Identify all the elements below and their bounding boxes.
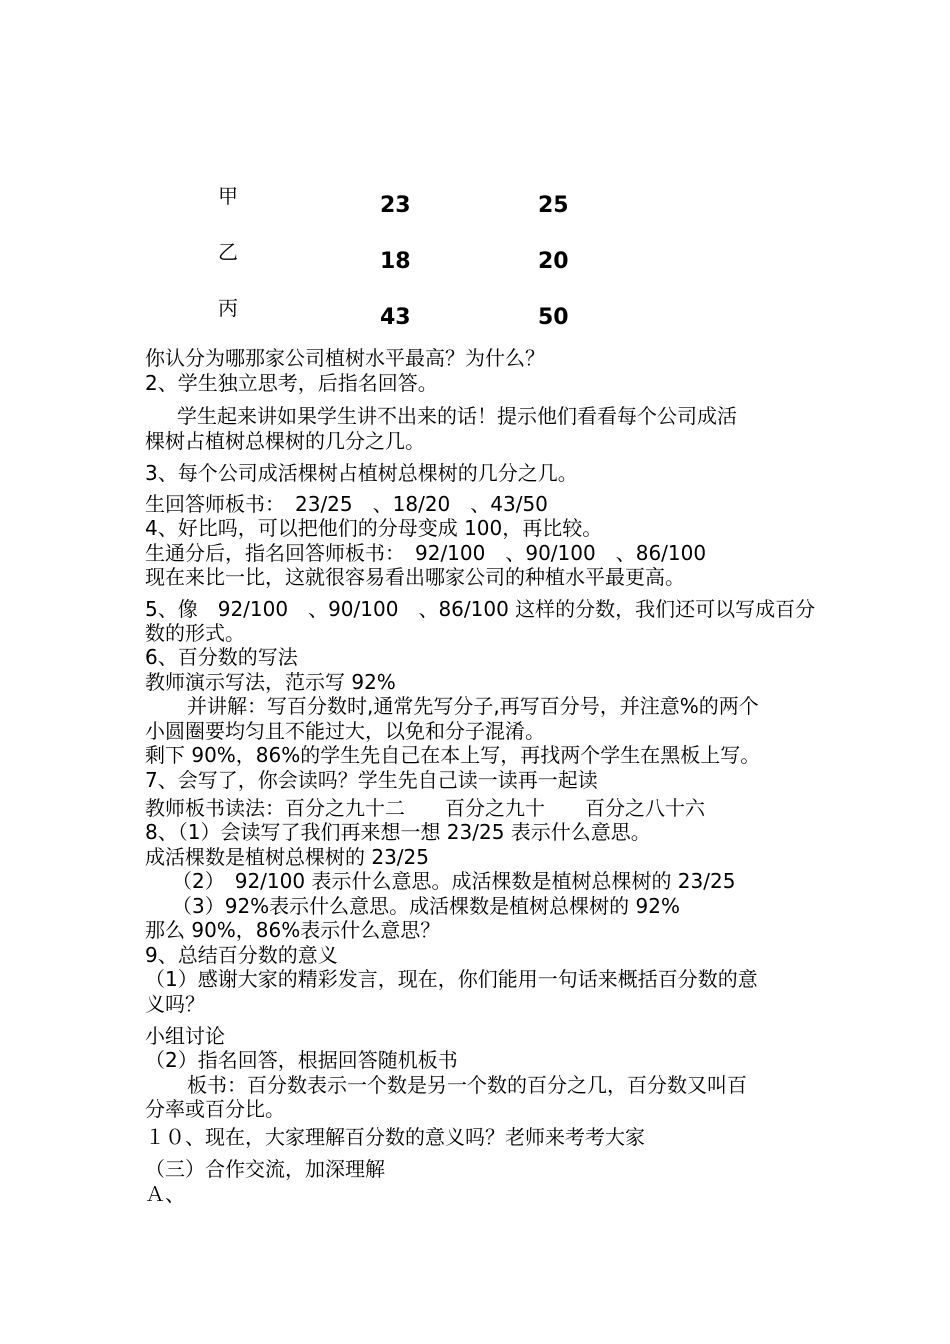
text-line: 7、会写了，你会读吗？学生先自己读一读再一起读	[145, 768, 598, 792]
text-line: 义吗？	[145, 992, 205, 1016]
text-line: 6、百分数的写法	[145, 645, 298, 669]
text-line: 那么 90%，86%表示什么意思？	[145, 918, 441, 942]
text-line: （三）合作交流，加深理解	[145, 1157, 385, 1181]
text-line: （3）92%表示什么意思。成活棵数是植树总棵树的 92%	[172, 894, 680, 918]
text-line: 9、总结百分数的意义	[145, 943, 338, 967]
text-line: 生通分后，指名回答师板书： 92/100 、90/100 、86/100	[145, 541, 707, 565]
text-line: 分率或百分比。	[145, 1097, 285, 1121]
text-line: 棵树占植树总棵树的几分之几。	[145, 429, 425, 453]
row-value-b: 20	[538, 249, 569, 274]
row-label-yi: 乙	[218, 240, 238, 264]
text-line: 2、学生独立思考，后指名回答。	[145, 371, 438, 395]
text-line: 教师演示写法，范示写 92%	[145, 670, 396, 694]
row-label-bing: 丙	[218, 296, 238, 320]
text-line: 3、每个公司成活棵树占植树总棵树的几分之几。	[145, 461, 578, 485]
text-line: 你认分为哪那家公司植树水平最高？为什么？	[145, 346, 545, 370]
text-line: （1）感谢大家的精彩发言，现在，你们能用一句话来概括百分数的意	[145, 967, 758, 991]
row-value-a: 18	[380, 249, 411, 274]
text-line: 小组讨论	[145, 1024, 225, 1048]
row-value-b: 25	[538, 193, 569, 218]
row-value-a: 43	[380, 305, 411, 330]
text-line: 并讲解：写百分数时,通常先写分子,再写百分号，并注意%的两个	[187, 694, 759, 718]
text-line: （2） 92/100 表示什么意思。成活棵数是植树总棵树的 23/25	[172, 869, 736, 893]
row-value-b: 50	[538, 305, 569, 330]
text-line: 5、像 92/100 、90/100 、86/100 这样的分数，我们还可以写成百分	[145, 597, 816, 621]
text-line: 数的形式。	[145, 621, 245, 645]
text-line: 生回答师板书： 23/25 、18/20 、43/50	[145, 492, 548, 516]
text-line: 板书：百分数表示一个数是另一个数的百分之几，百分数又叫百	[187, 1073, 747, 1097]
text-line: （2）指名回答，根据回答随机板书	[145, 1048, 458, 1072]
text-line: 剩下 90%，86%的学生先自己在本上写，再找两个学生在黑板上写。	[145, 743, 761, 767]
text-line: 教师板书读法：百分之九十二 百分之九十 百分之八十六	[145, 796, 705, 820]
text-line: 现在来比一比，这就很容易看出哪家公司的种植水平最更高。	[145, 565, 685, 589]
row-value-a: 23	[380, 193, 411, 218]
text-line: 成活棵数是植树总棵树的 23/25	[145, 845, 429, 869]
text-line: １０、现在，大家理解百分数的意义吗？老师来考考大家	[145, 1125, 645, 1149]
text-line: Ａ、	[145, 1182, 185, 1206]
text-line: 小圆圈要均匀且不能过大，以免和分子混淆。	[145, 719, 545, 743]
text-line: 学生起来讲如果学生讲不出来的话！提示他们看看每个公司成活	[177, 404, 737, 428]
text-line: 8、（1）会读写了我们再来想一想 23/25 表示什么意思。	[145, 820, 651, 844]
row-label-jia: 甲	[218, 184, 238, 208]
text-line: 4、好比吗，可以把他们的分母变成 100，再比较。	[145, 516, 603, 540]
